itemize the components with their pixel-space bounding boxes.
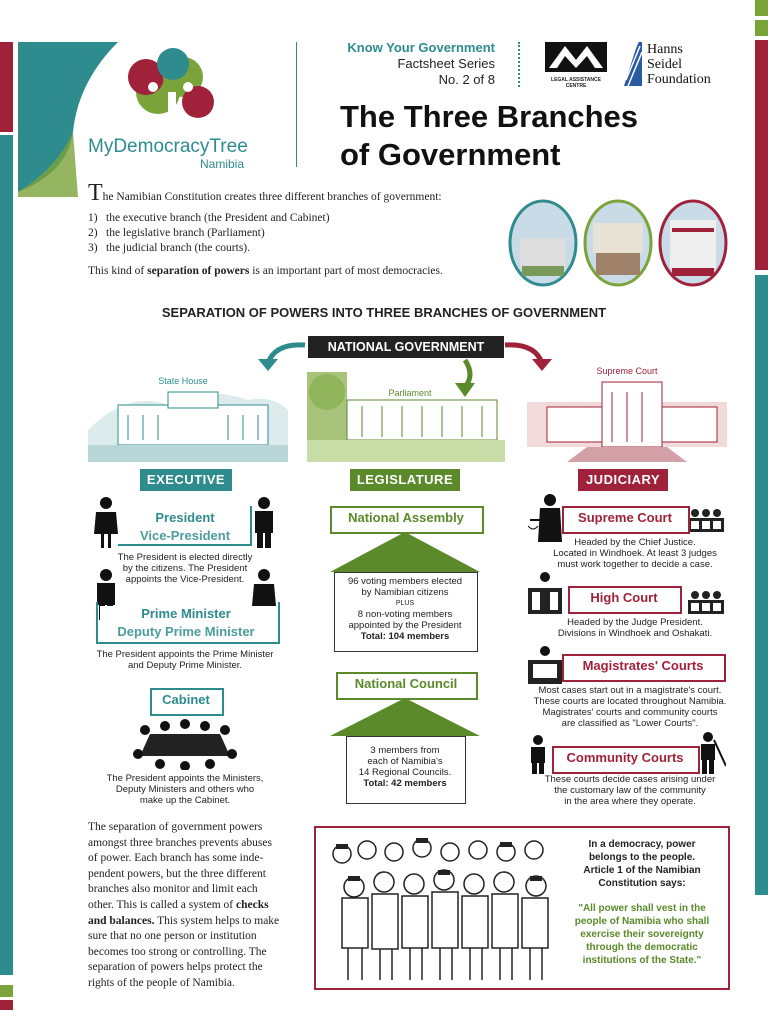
hsf-logo (620, 42, 730, 86)
hsf-line3: Foundation (647, 72, 711, 87)
title-line2: of Government (340, 137, 561, 172)
sep-post: is an important part of most democracies. (249, 265, 443, 277)
intro-lead-text: he Namibian Constitution creates three different branches of government: (102, 191, 442, 203)
lac-text: LEGAL ASSISTANCE CENTRE (551, 77, 601, 89)
para-line: The separation of government powers (88, 821, 263, 833)
high-court-judges-icon (688, 586, 724, 614)
intro-lead (88, 180, 508, 206)
text-line: institutions of the State." (582, 955, 702, 966)
quote-lead (568, 838, 716, 890)
high-court-judge-icon (528, 570, 562, 614)
hsf-line1: Hanns (647, 42, 683, 57)
text-line: The President is elected directly (117, 552, 253, 563)
text-line: The President appoints the Ministers, (106, 773, 264, 784)
para-line: becomes too strong or controlling. The (88, 945, 267, 958)
text-line: by Namibian citizens (361, 587, 449, 598)
national-council-title: National Council (338, 676, 474, 691)
cabinet-text (90, 773, 280, 806)
community-member-icon (528, 734, 548, 774)
text-line: Deputy Ministers and others who (115, 784, 255, 795)
parliament-illustration (307, 372, 505, 462)
building-photos (508, 198, 733, 288)
text-line: The President appoints the Prime Minister (96, 649, 274, 660)
text-line: 3 members from (370, 745, 440, 756)
sep-pre: This kind of (88, 265, 148, 277)
para-line: sure that no one person or institution (88, 930, 257, 943)
text-line: 14 Regional Councils. (358, 767, 452, 778)
constitution-quote (566, 902, 718, 967)
text-line: Article 1 of the Namibian (583, 865, 701, 876)
lac-logo (545, 42, 607, 89)
para-line (88, 898, 300, 914)
hsf-line2: Seidel (647, 57, 682, 72)
president-figure-icon (92, 496, 120, 548)
magistrate-icon (528, 644, 562, 684)
intro-item-text: the legislative branch (Parliament) (106, 227, 265, 239)
para-line: rights of the people of Namibia. (88, 976, 235, 989)
supreme-court-title: Supreme Court (564, 510, 686, 525)
text-line: are classified as "Lower Courts". (561, 718, 699, 729)
text-line: each of Namibia's (367, 756, 443, 767)
text-line: These courts decide cases arising under (544, 774, 716, 785)
series-title: Know Your Government (347, 40, 495, 55)
state-house-label: State House (158, 376, 208, 386)
balances-bold: and balances. (88, 914, 155, 927)
nc-details (346, 745, 464, 789)
text-line: in the area where they operate. (564, 796, 696, 807)
intro-item-3 (88, 241, 508, 256)
intro-item-text: the executive branch (the President and Cabinet) (106, 212, 330, 224)
checks-bold: checks (235, 898, 269, 911)
national-assembly-title: National Assembly (332, 510, 480, 525)
para-line: amongst three branches prevents abuses (88, 836, 272, 849)
text-line: 8 non-voting members (357, 609, 453, 620)
cabinet-title: Cabinet (152, 692, 220, 707)
text-line: appointed by the President (348, 620, 462, 631)
right-strip-green2 (755, 20, 768, 36)
president-title: President (155, 510, 215, 525)
text-line: Headed by the Judge President. (567, 617, 703, 628)
left-strip-red2 (0, 1000, 13, 1010)
intro-item-num: 3) (88, 242, 98, 254)
na-plus: PLUS (395, 600, 415, 607)
text-line: Located in Windhoek. At least 3 judges (553, 548, 717, 559)
page-title (340, 98, 638, 174)
traditional-leader-icon (696, 730, 726, 774)
photo-state-house (510, 201, 576, 285)
deputy-pm-title: Deputy Prime Minister (100, 624, 272, 639)
magistrates-court-text (520, 685, 740, 729)
left-strip-teal (0, 135, 13, 975)
series-line: Factsheet Series (397, 56, 495, 71)
text-line: the customary law of the community (554, 785, 706, 796)
state-house-illustration (88, 370, 288, 462)
text-line: Divisions in Windhoek and Oshakati. (557, 628, 713, 639)
left-strip-green (0, 985, 13, 997)
na-total: Total: 104 members (360, 631, 450, 642)
para-line: of power. Each branch has some inde- (88, 852, 264, 865)
text-line: by the citizens. The President (122, 563, 248, 574)
intro-separation (88, 264, 508, 279)
right-strip-green (755, 0, 768, 16)
text-line: appoints the Vice-President. (125, 574, 245, 585)
para-line: pendent powers, but the three different (88, 867, 266, 880)
logo-sub-text: Namibia (200, 157, 245, 171)
intro-item-2 (88, 226, 508, 241)
judiciary-label: JUDICIARY (578, 469, 668, 491)
intro-item-text: the judicial branch (the courts). (106, 242, 251, 254)
series-info (300, 40, 495, 88)
community-court-title: Community Courts (554, 750, 696, 765)
vice-president-title: Vice-President (120, 528, 250, 543)
text-line: through the democratic (586, 942, 698, 953)
text-line: Headed by the Chief Justice. (574, 537, 696, 548)
intro-dropcap: T (88, 180, 103, 206)
header-divider (296, 42, 297, 167)
intro-item-num: 1) (88, 212, 98, 224)
checks-balances-paragraph (88, 820, 300, 992)
diagram-heading: SEPARATION OF POWERS INTO THREE BRANCHES OF GOVERNMENT (161, 305, 607, 320)
vice-president-figure-icon (250, 496, 278, 548)
supreme-court-bldg-label: Supreme Court (596, 366, 658, 376)
right-strip-red (755, 40, 768, 270)
text-line: 96 voting members elected (347, 576, 463, 587)
series-dotted-divider (518, 42, 520, 87)
high-court-title: High Court (570, 590, 678, 605)
para-line-text: other. This is called a system of (88, 898, 236, 911)
high-court-text (540, 617, 730, 639)
logo-background (18, 42, 288, 197)
prime-minister-title: Prime Minister (100, 606, 272, 621)
lac-emblem-icon (545, 42, 607, 72)
legislature-label: LEGISLATURE (350, 469, 460, 491)
crowd-illustration (322, 832, 562, 982)
pm-text (80, 649, 290, 671)
parliament-label: Parliament (388, 388, 432, 398)
supreme-judges-icon (688, 504, 724, 532)
text-line: exercise their sovereignty (580, 929, 704, 940)
intro (88, 180, 508, 279)
text-line: Most cases start out in a magistrate's court. (538, 685, 722, 696)
supreme-court-text (540, 537, 730, 570)
text-line: people of Namibia who shall (574, 916, 710, 927)
hsf-emblem-icon (620, 42, 642, 86)
text-line: and Deputy Prime Minister. (127, 660, 243, 671)
logo-main-text: MyDemocracyTree (88, 136, 248, 157)
intro-item-num: 2) (88, 227, 98, 239)
para-line: branches also monitor and limit each (88, 883, 258, 896)
photo-parliament (585, 201, 651, 285)
nc-total: Total: 42 members (363, 778, 447, 789)
cabinet-table-icon (130, 716, 240, 770)
left-strip-red (0, 42, 13, 132)
president-text (95, 552, 275, 585)
text-line: "All power shall vest in the (578, 903, 706, 914)
hsf-name (647, 42, 711, 87)
text-line: must work together to decide a case. (557, 559, 713, 570)
supreme-court-illustration (527, 362, 727, 462)
para-line: separation of powers helps protect the (88, 961, 263, 974)
magistrates-court-title: Magistrates' Courts (564, 658, 722, 673)
nc-triangle-icon (330, 698, 480, 736)
community-court-text (530, 774, 730, 807)
photo-supreme-court (660, 201, 726, 285)
national-government-box: NATIONAL GOVERNMENT (308, 336, 504, 358)
text-line: Constitution says: (598, 878, 686, 889)
para-line-text: This system helps to make (154, 914, 280, 927)
para-line (88, 914, 300, 930)
text-line: These courts are located throughout Namibia. (533, 696, 727, 707)
na-details (334, 576, 476, 642)
intro-item-1 (88, 211, 508, 226)
text-line: In a democracy, power (588, 839, 696, 850)
sep-bold: separation of powers (147, 265, 250, 277)
text-line: make up the Cabinet. (139, 795, 231, 806)
logo-block (18, 42, 288, 197)
executive-label: EXECUTIVE (140, 469, 232, 491)
text-line: belongs to the people. (588, 852, 696, 863)
series-number: No. 2 of 8 (438, 72, 495, 87)
right-strip-teal (755, 275, 768, 895)
text-line: Magistrates' courts and community courts (542, 707, 718, 718)
na-triangle-icon (330, 532, 480, 572)
title-line1: The Three Branches (340, 99, 639, 134)
